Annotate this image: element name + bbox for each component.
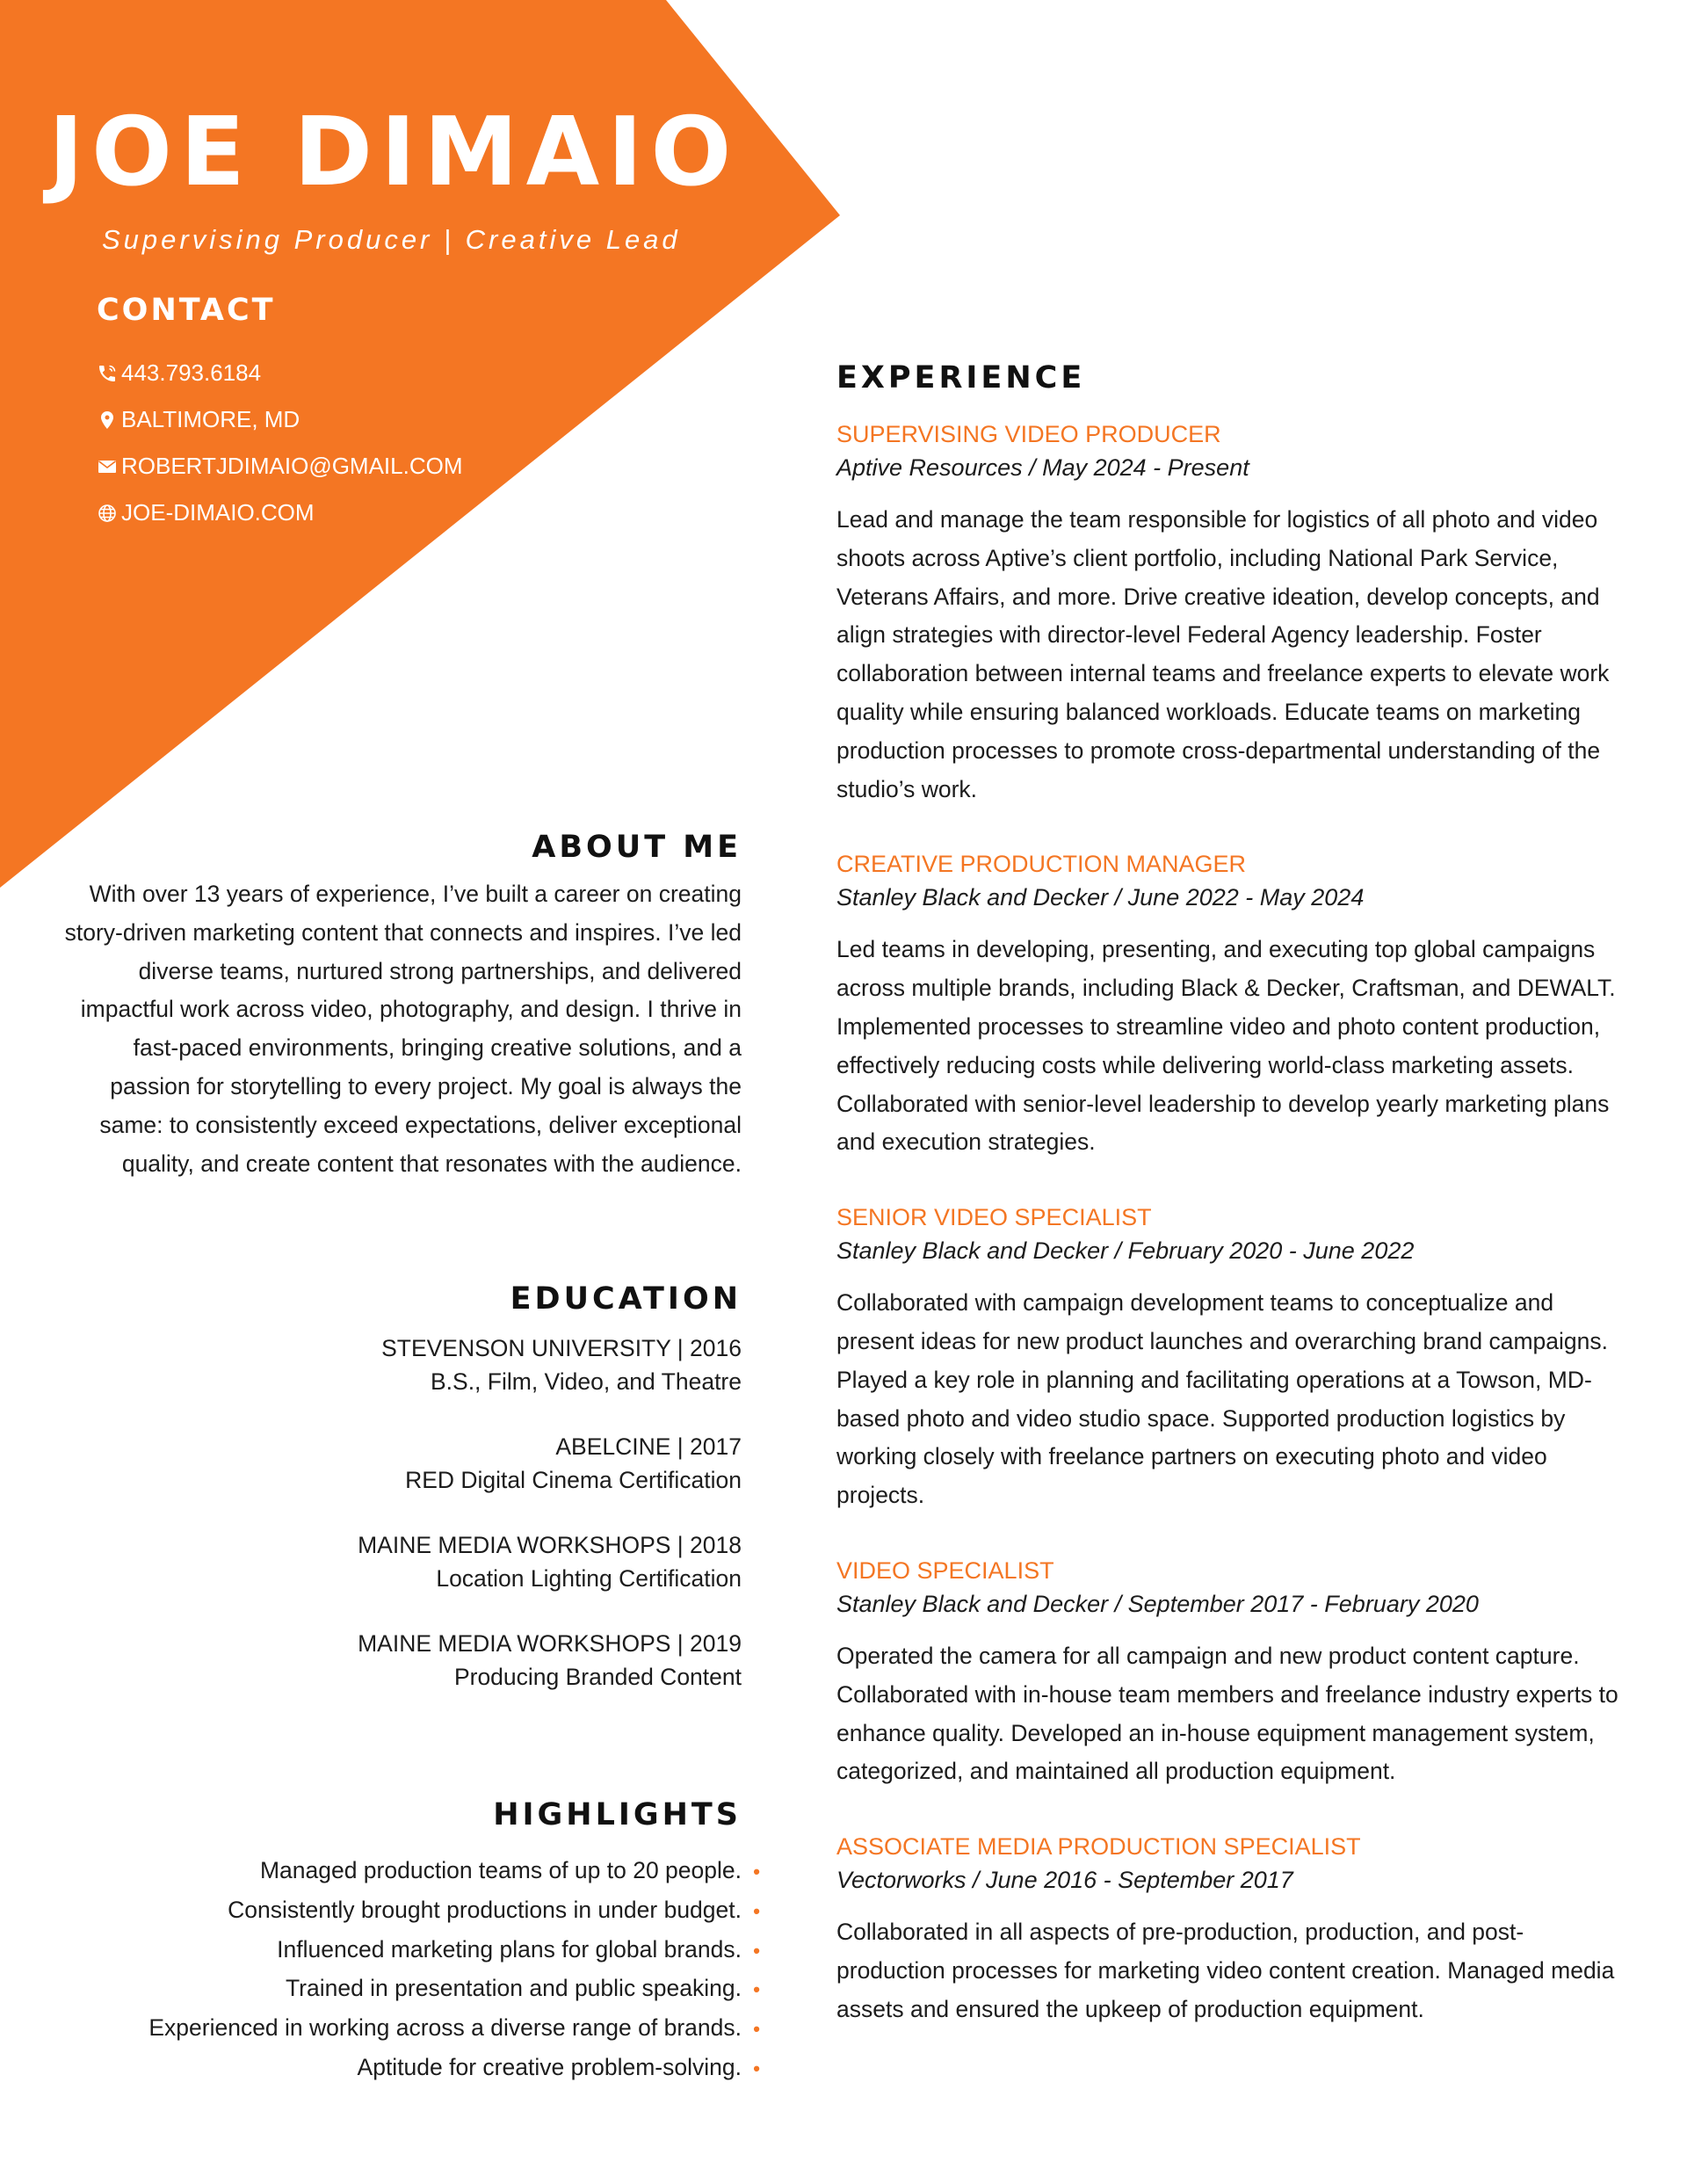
education-school: MAINE MEDIA WORKSHOPS | 2019 xyxy=(358,1630,742,1657)
job-entry xyxy=(836,417,1627,809)
contact-location xyxy=(97,396,463,443)
bullet-icon: • xyxy=(753,1861,760,1883)
highlight-item xyxy=(0,2009,760,2049)
highlight-item xyxy=(0,1931,760,1970)
job-entry xyxy=(836,847,1627,1162)
job-entry xyxy=(836,1554,1627,1791)
contact-website-link[interactable] xyxy=(97,490,463,536)
education-item xyxy=(127,1430,742,1497)
highlight-text: Managed production teams of up to 20 people. xyxy=(259,1857,742,1883)
highlight-item xyxy=(0,2049,760,2088)
bullet-icon: • xyxy=(753,1899,760,1922)
highlight-item xyxy=(0,1891,760,1931)
education-item xyxy=(127,1627,742,1694)
contact-heading: CONTACT xyxy=(97,293,276,328)
job-company-dates: Stanley Black and Decker / June 2022 - May 2024 xyxy=(836,884,1365,911)
globe-icon xyxy=(97,503,118,524)
candidate-subtitle: Supervising Producer | Creative Lead xyxy=(102,224,681,255)
job-title: CREATIVE PRODUCTION MANAGER xyxy=(836,851,1247,878)
highlights-heading: HIGHLIGHTS xyxy=(493,1797,742,1832)
highlight-text: Consistently brought productions in under budget. xyxy=(228,1896,742,1923)
highlight-item xyxy=(0,1852,760,1891)
education-school: MAINE MEDIA WORKSHOPS | 2018 xyxy=(358,1532,742,1558)
experience-list xyxy=(836,417,1627,2068)
job-description: Led teams in developing, presenting, and executing top global campaigns across multiple brands, including Black & Decker, Craftsman, and DEWALT. Implemented processes to streamline video and photo content production, effectively reducing costs while delivering world-class marketing assets. Collaborated with senior-level leadership to develop yearly marketing plans and execution strategies. xyxy=(836,936,1616,1156)
about-text: With over 13 years of experience, I’ve built a career on creating story-driven marketing content that connects and inspires. I’ve led diverse teams, nurtured strong partnerships, and delivered impactful work across video, photography, and design. I thrive in fast-paced environments, bringing creative solutions, and a passion for storytelling to every project. My goal is always the same: to consistently exceed expectations, deliver exceptional quality, and create content that resonates with the audience. xyxy=(64,881,742,1177)
highlight-text: Influenced marketing plans for global brands. xyxy=(277,1935,742,1963)
contact-phone-text: 443.793.6184 xyxy=(121,359,262,386)
highlight-item xyxy=(0,1970,760,2009)
education-detail: B.S., Film, Video, and Theatre xyxy=(430,1368,742,1395)
education-list xyxy=(127,1331,742,1725)
experience-heading: EXPERIENCE xyxy=(836,360,1086,395)
highlight-text: Trained in presentation and public speaking. xyxy=(285,1975,742,2002)
education-detail: Location Lighting Certification xyxy=(436,1565,742,1592)
contact-email-text: ROBERTJDIMAIO@GMAIL.COM xyxy=(121,453,463,479)
highlight-text: Experienced in working across a diverse range of brands. xyxy=(148,2014,742,2042)
contact-email-link[interactable] xyxy=(97,443,463,490)
job-company-dates: Vectorworks / June 2016 - September 2017 xyxy=(836,1867,1293,1894)
education-school: STEVENSON UNIVERSITY | 2016 xyxy=(381,1335,742,1361)
job-description: Lead and manage the team responsible for logistics of all photo and video shoots across Aptive’s client portfolio, including National Park Service, Veterans Affairs, and more. Drive creative ideation, develop concepts, and align strategies with director-level Federal Agency leadership. Foster collaboration between internal teams and freelance experts to elevate work quality while ensuring balanced workloads. Educate teams on marketing production processes to promote cross-departmental understanding of the studio’s work. xyxy=(836,506,1610,802)
about-heading: ABOUT ME xyxy=(532,830,742,865)
education-item xyxy=(127,1331,742,1398)
education-item xyxy=(127,1528,742,1595)
contact-phone xyxy=(97,350,463,396)
education-detail: Producing Branded Content xyxy=(453,1664,742,1690)
job-company-dates: Stanley Black and Decker / September 2017 - February 2020 xyxy=(836,1590,1479,1617)
bullet-icon: • xyxy=(753,2018,760,2041)
education-heading: EDUCATION xyxy=(510,1281,742,1317)
highlights-list xyxy=(0,1852,760,2088)
bullet-icon: • xyxy=(753,1978,760,2001)
job-title: ASSOCIATE MEDIA PRODUCTION SPECIALIST xyxy=(836,1833,1361,1861)
job-title: SENIOR VIDEO SPECIALIST xyxy=(836,1204,1152,1231)
job-description: Collaborated in all aspects of pre-production, production, and post-production processes for marketing video content creation. Managed media assets and ensured the upkeep of production equipment. xyxy=(836,1919,1615,2022)
phone-icon xyxy=(97,363,118,384)
job-title: SUPERVISING VIDEO PRODUCER xyxy=(836,421,1221,447)
contact-list xyxy=(97,350,463,536)
education-school: ABELCINE | 2017 xyxy=(555,1433,742,1460)
job-entry xyxy=(836,1201,1627,1515)
job-entry xyxy=(836,1830,1627,2028)
job-title: VIDEO SPECIALIST xyxy=(836,1556,1054,1584)
job-description: Operated the camera for all campaign and new product content capture. Collaborated with in-house team members and freelance industry experts to enhance quality. Developed an in-house equipment management system, categorized, and maintained all production equipment. xyxy=(836,1642,1618,1785)
job-description: Collaborated with campaign development teams to conceptualize and present ideas for new product launches and overarching brand campaigns. Played a key role in planning and facilitating operations at a Towson, MD-based photo and video studio space. Supported production logistics by working closely with freelance partners on executing photo and video projects. xyxy=(836,1289,1608,1509)
bullet-icon: • xyxy=(753,1939,760,1962)
contact-location-text: BALTIMORE, MD xyxy=(121,406,300,432)
candidate-name: JOE DIMAIO xyxy=(48,98,740,207)
job-company-dates: Stanley Black and Decker / February 2020 - June 2022 xyxy=(836,1237,1415,1265)
bullet-icon: • xyxy=(753,2057,760,2079)
contact-website-text: JOE-DIMAIO.COM xyxy=(121,499,315,526)
envelope-icon xyxy=(97,456,118,477)
job-company-dates: Aptive Resources / May 2024 - Present xyxy=(836,454,1249,481)
location-pin-icon xyxy=(97,410,118,431)
education-detail: RED Digital Cinema Certification xyxy=(405,1467,742,1493)
highlight-text: Aptitude for creative problem-solving. xyxy=(357,2053,742,2080)
